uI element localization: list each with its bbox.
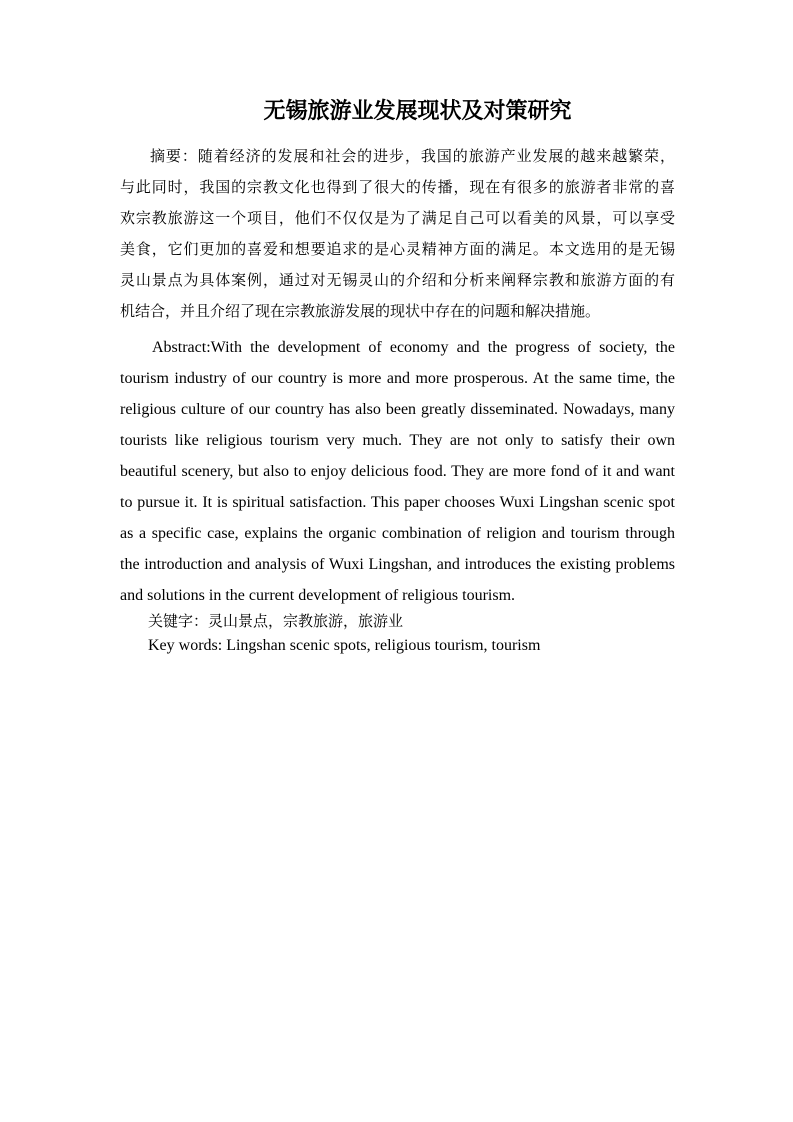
abstract-english-paragraph xyxy=(120,332,675,611)
text-line: 美食，它们更加的喜爱和想要追求的是心灵精神方面的满足。本文选用的是无锡 xyxy=(120,242,675,258)
text-line: the introduction and analysis of Wuxi Lingshan, and introduces the existing problems xyxy=(120,556,675,573)
text-line: beautiful scenery, but also to enjoy delicious food. They are more fond of it and want xyxy=(120,463,675,480)
keywords-english: Key words: Lingshan scenic spots, religious tourism, tourism xyxy=(148,637,541,654)
text-line: 与此同时，我国的宗教文化也得到了很大的传播，现在有很多的旅游者非常的喜 xyxy=(120,180,675,196)
text-line: and solutions in the current development of religious tourism. xyxy=(120,587,516,604)
text-line: as a specific case, explains the organic combination of religion and tourism through xyxy=(120,525,675,542)
abstract-chinese-paragraph xyxy=(120,142,675,328)
text-line: 机结合，并且介绍了现在宗教旅游发展的现状中存在的问题和解决措施。 xyxy=(120,304,601,320)
text-line: tourism industry of our country is more and more prosperous. At the same time, the xyxy=(120,370,675,387)
text-line: 摘要：随着经济的发展和社会的进步，我国的旅游产业发展的越来越繁荣， xyxy=(150,149,675,165)
page-title: 无锡旅游业发展现状及对策研究 xyxy=(263,98,572,123)
text-line: 灵山景点为具体案例，通过对无锡灵山的介绍和分析来阐释宗教和旅游方面的有 xyxy=(120,273,675,289)
text-line: Abstract:With the development of economy and the progress of society, the xyxy=(152,339,675,356)
text-line: religious culture of our country has also been greatly disseminated. Nowadays, many xyxy=(120,401,675,418)
keywords-chinese: 关键字：灵山景点，宗教旅游，旅游业 xyxy=(148,614,404,630)
text-line: to pursue it. It is spiritual satisfaction. This paper chooses Wuxi Lingshan scenic spot xyxy=(120,494,675,511)
text-line: tourists like religious tourism very much. They are not only to satisfy their own xyxy=(120,432,675,449)
page-content xyxy=(120,95,675,657)
text-line: 欢宗教旅游这一个项目，他们不仅仅是为了满足自己可以看美的风景，可以享受 xyxy=(120,211,675,227)
